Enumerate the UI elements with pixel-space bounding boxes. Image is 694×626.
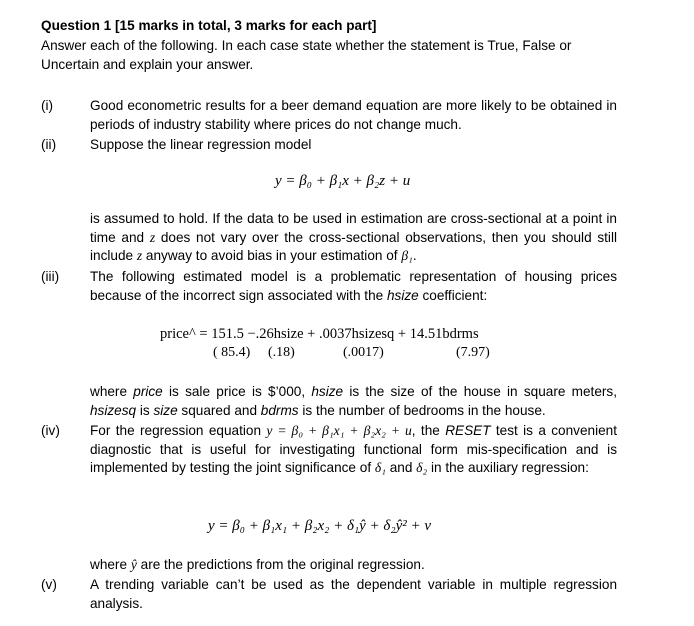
part-iii-lead [90,268,617,305]
part-iv-label: (iv) [41,423,60,438]
part-ii-var-z-2: z [136,248,143,263]
part-iii-lead-a: The following estimated model is a problematic representation of housing prices because of the incorrect sign associated with the [90,269,617,303]
yhat: ŷ [130,557,137,572]
question-title: Question 1 [15 marks in total, 3 marks for each part] [41,18,377,33]
var-size: size [153,402,178,418]
where-f: is the number of bedrooms in the house. [298,402,546,418]
part-v-text: A trending variable can’t be used as the dependent variable in multiple regression analysis. [90,577,617,611]
part-i-text: Good econometric results for a beer demand equation are more likely to be obtained in periods of industry stability where prices do not change much. [90,98,617,132]
part-iv-where-a: where [90,557,131,572]
var-hsize: hsize [311,384,344,399]
part-iii-se-hsize: (.18) [268,345,295,360]
part-iv-text [90,422,617,478]
part-iv-inline-equation: y = β₀ + β₁x₁ + β₂x₂ + u [266,423,412,438]
part-ii-text-a: is assumed to hold. If the data to be used in estimation are cross-sectional at a point in time and [90,211,617,245]
part-ii-text-b: does not vary over the cross-sectional observations, then you should still include [90,229,617,263]
question-instructions [41,37,631,74]
part-iii-definitions [90,383,617,420]
part-iii-lead-b: coefficient: [418,287,488,303]
part-ii-var-z: z [149,229,156,245]
where-a: where [90,384,134,399]
part-ii-beta1: β₁ [401,248,413,263]
var-price: price [133,384,163,399]
where-e: squared and [177,402,261,418]
part-iv-text-c: test is a convenient diagnostic that is useful for investigating functional form mis-specification and is implemented by testing the joint significance of [90,423,618,475]
part-iv-text-a: For the regression equation [90,423,267,438]
delta2: δ₂ [416,460,428,475]
part-iii-label: (iii) [41,269,60,284]
part-iv-text-b: , the [411,423,446,438]
instructions-line-1: Answer each of the following. In each case state whether the statement is True, False or [41,38,572,53]
part-iii-se-hsizesq: (.0017) [343,345,384,360]
where-c: is the size of the house in square meters, [343,384,617,399]
reset-test-name: RESET [445,423,491,438]
var-bdrms: bdrms [260,402,299,418]
delta1: δ₁ [374,460,386,475]
part-iv-text-d: and [385,460,417,475]
instructions-line-2: Uncertain and explain your answer. [41,56,254,72]
part-iv-equation: y = β₀ + β₁x₁ + β₂x₂ + δ₁ŷ + δ₂ŷ² + v [208,518,432,534]
part-ii-text [90,210,617,266]
part-iii-equation: price^ = 151.5 −.26hsize + .0037hsizesq + 14.51bdrms [160,326,479,342]
part-ii-label: (ii) [41,137,57,152]
part-ii-text-d: . [412,248,417,263]
part-iv-where-b: are the predictions from the original regression. [136,557,425,572]
where-b: is sale price is $’000, [162,384,312,399]
part-v-label: (v) [41,577,57,592]
part-ii-lead: Suppose the linear regression model [90,137,312,152]
part-iii-se-bdrms: (7.97) [456,345,490,360]
part-iv-text-e: in the auxiliary regression: [427,460,589,475]
var-hsizesq: hsizesq [90,402,137,418]
part-iv-where [90,556,617,575]
part-i-label: (i) [41,98,54,113]
part-ii-text-c: anyway to avoid bias in your estimation of [142,248,402,263]
where-d: is [136,402,154,418]
part-iii-lead-var: hsize [386,287,419,303]
part-ii-equation: y = β₀ + β₁x + β₂z + u [275,173,411,189]
part-iii-se-intercept: ( 85.4) [213,345,251,360]
